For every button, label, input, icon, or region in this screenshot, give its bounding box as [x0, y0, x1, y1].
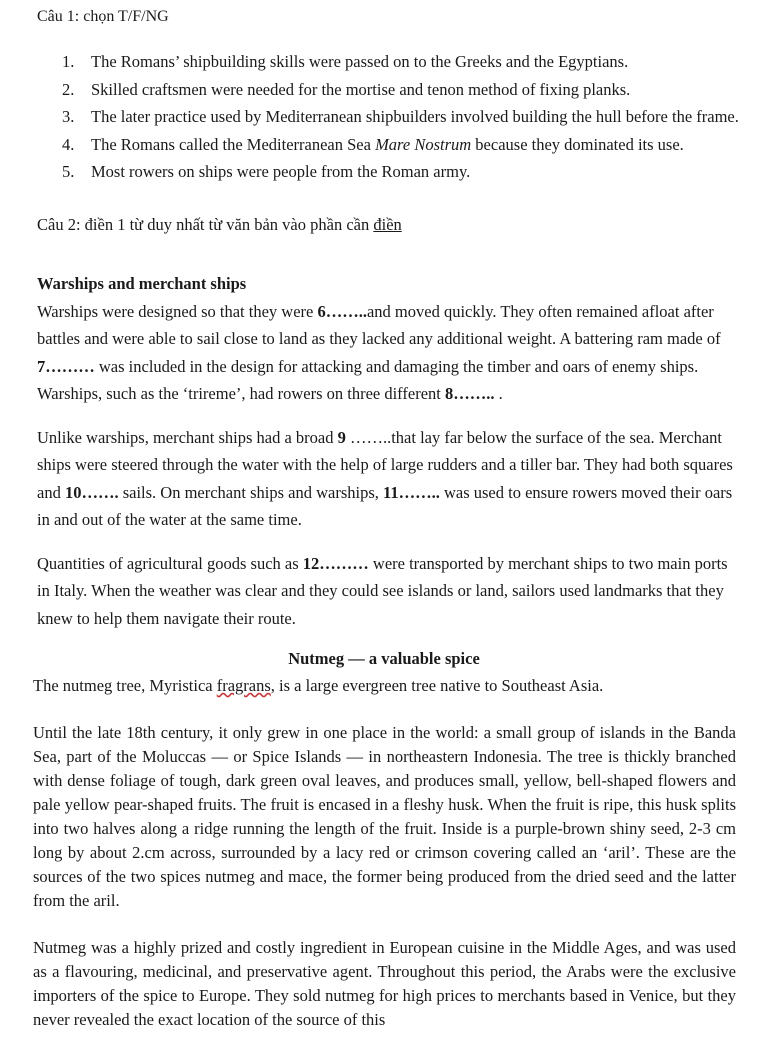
statement-text: The Romans called the Mediterranean Sea Mare Nostrum because they dominated its use. [91, 134, 684, 154]
passage-warships-title: Warships and merchant ships [37, 274, 247, 293]
statement-text: Most rowers on ships were people from the Roman army. [91, 162, 471, 181]
gap-6: 6…….. [317, 301, 367, 321]
passage-paragraph: Until the late 18th century, it only grew in one place in the world: a small group of islands in the Banda Sea, part of the Moluccas — or Spice Islands — in northeastern Indonesia. The tree is thickly branched with dense foliage of tough, dark green oval leaves, and produces small, yellow, bell-shaped flowers and pale yellow pear-shaped fruits. The fruit is encased in a fleshy husk. When the fruit is ripe, this husk splits into two halves along a ridge running the length of the fruit. Inside is a purple-brown shiny seed, 2-3 cm long by about 2.cm across, surrounded by a lacy red or crimson covering called an ‘aril’. These are the sources of the two spices nutmeg and mace, the former being produced from the dried seed and the latter from the aril. [33, 723, 736, 910]
gap-10: 10……. [64, 482, 119, 502]
statement-text: Skilled craftsmen were needed for the mortise and tenon method of fixing planks. [91, 79, 631, 99]
passage-paragraph: The nutmeg tree, Myristica fragrans, is a large evergreen tree native to Southeast Asia. [33, 676, 604, 695]
passage-nutmeg-title: Nutmeg — a valuable spice [288, 649, 480, 668]
gap-9: 9 [337, 427, 346, 447]
statement-number: 5. [62, 162, 75, 181]
question1-heading: Câu 1: chọn T/F/NG [37, 8, 169, 25]
passage-paragraph: Nutmeg was a highly prized and costly ingredient in European cuisine in the Middle Ages, and was used as a flavouring, medicinal, and preservative agent. Throughout this period, the Arabs were the exclusive importers of the spice to Europe. They sold nutmeg for high prices to merchants based in Venice, but they never revealed the exact location of the source of this [33, 938, 736, 1029]
gap-11: 11…….. [383, 482, 440, 502]
latin-term: Mare Nostrum [375, 134, 472, 154]
gap-12: 12……… [302, 553, 369, 573]
passage-paragraph: Unlike warships, merchant ships had a broad 9 ……..that lay far below the surface of the sea. Merchant ships were steered through the water with the help of large rudders and a tiller bar. They had both squares and 10……. sails. On merchant ships and warships, 11…….. was used to ensure rowers moved their oars in and out of the water at the same time. [37, 427, 733, 529]
tfng-statement-list [62, 48, 752, 186]
passage-paragraph: Warships were designed so that they were 6……..and moved quickly. They often remained afloat after battles and were able to sail close to land as they lacked any additional weight. A battering ram made of 7……… was included in the design for attacking and damaging the timber and oars of enemy ships. Warships, such as the ‘trireme’, had rowers on three different 8…….. . [37, 301, 721, 403]
statement-text: The Romans’ shipbuilding skills were passed on to the Greeks and the Egyptians. [91, 52, 629, 71]
statement-number: 3. [62, 107, 75, 126]
statement-number: 4. [62, 134, 75, 154]
statement-item [62, 76, 752, 104]
spellcheck-word: fragrans [216, 676, 271, 695]
passage-paragraph: Quantities of agricultural goods such as 12……… were transported by merchant ships to two main ports in Italy. When the weather was clear and they could see islands or land, sailors used landmarks that they knew to help them navigate their route. [37, 553, 728, 628]
question2-heading: Câu 2: điền 1 từ duy nhất từ văn bản vào phần cần điền [37, 215, 402, 234]
statement-text: The later practice used by Mediterranean shipbuilders involved building the hull before the frame. [91, 107, 739, 126]
statement-item [62, 103, 752, 131]
statement-number: 1. [62, 52, 75, 71]
passage-nutmeg [33, 674, 736, 1055]
statement-item [62, 48, 752, 76]
gap-7: 7……… [37, 356, 95, 376]
gap-8: 8…….. [444, 384, 495, 403]
statement-item [62, 131, 752, 159]
statement-number: 2. [62, 79, 75, 99]
passage-warships [37, 270, 737, 648]
statement-item [62, 158, 752, 186]
